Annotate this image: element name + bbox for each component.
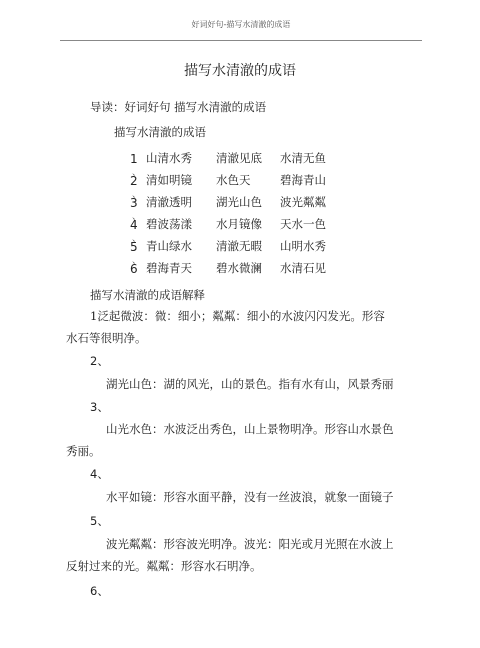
explanation-5-number: 5、 [90, 514, 109, 528]
idiom-col-2: 碧水微澜 [216, 261, 262, 275]
idiom-col-3: 水清石见 [280, 261, 326, 275]
explanation-3-number: 3、 [90, 400, 109, 414]
idiom-separator: 、 [132, 190, 142, 200]
idiom-col-3: 山明水秀 [280, 239, 326, 253]
intro-text: 导读：好词好句 描写水清澈的成语 [90, 100, 267, 114]
explanation-6-number: 6、 [90, 584, 109, 598]
header-text: 好词好句-描写水清澈的成语 [191, 20, 291, 29]
idiom-col-1: 碧海青天 [146, 261, 192, 275]
explanation-3-line1: 山光水色：水波泛出秀色，山上景物明净。形容山水景色 [106, 422, 394, 436]
idiom-separator: 、 [132, 234, 142, 244]
idiom-number: 5 [130, 240, 138, 254]
idiom-col-1: 青山绿水 [146, 239, 192, 253]
idiom-col-3: 水清无鱼 [280, 151, 326, 165]
idiom-number: 4 [130, 218, 138, 232]
explanation-2-number: 2、 [90, 354, 109, 368]
idiom-separator: 、 [132, 168, 142, 178]
subheading: 描写水清澈的成语 [114, 125, 206, 139]
explanation-4: 水平如镜：形容水面平静，没有一丝波浪，就象一面镜子 [106, 490, 394, 504]
page-title: 描写水清澈的成语 [184, 63, 296, 79]
page-header [60, 18, 422, 41]
explanation-2: 湖光山色：湖的风光，山的景色。指有水有山，风景秀丽 [106, 377, 394, 391]
explanation-3-line2: 秀丽。 [66, 444, 101, 458]
idiom-col-2: 清澈见底 [216, 151, 262, 165]
idiom-number: 2 [130, 174, 138, 188]
idiom-number: 3 [130, 196, 138, 210]
idiom-separator: 、 [132, 212, 142, 222]
idiom-col-1: 清澈透明 [146, 195, 192, 209]
idiom-number: 1 [130, 152, 138, 166]
idiom-col-1: 清如明镜 [146, 173, 192, 187]
idiom-col-2: 水月镜像 [216, 217, 262, 231]
idiom-col-2: 湖光山色 [216, 195, 262, 209]
explanation-1-line1: 1泛起微波：微：细小；粼粼：细小的水波闪闪发光。形容 [90, 309, 385, 323]
idiom-col-3: 碧海青山 [280, 173, 326, 187]
idiom-col-1: 碧波荡漾 [146, 217, 192, 231]
explanation-5-line2: 反射过来的光。粼粼：形容水石明净。 [66, 559, 262, 573]
idiom-col-2: 清澈无暇 [216, 239, 262, 253]
explanation-1-line2: 水石等很明净。 [66, 331, 147, 345]
idiom-number: 6 [130, 262, 138, 276]
idiom-separator: 、 [132, 256, 142, 266]
idiom-col-3: 波光粼粼 [280, 195, 326, 209]
idiom-col-3: 天水一色 [280, 217, 326, 231]
explanation-5-line1: 波光粼粼：形容波光明净。波光：阳光或月光照在水波上 [106, 537, 394, 551]
explanation-4-number: 4、 [90, 467, 109, 481]
idiom-col-1: 山清水秀 [146, 151, 192, 165]
explanation-heading: 描写水清澈的成语解释 [90, 288, 205, 302]
idiom-col-2: 水色天 [216, 173, 251, 187]
